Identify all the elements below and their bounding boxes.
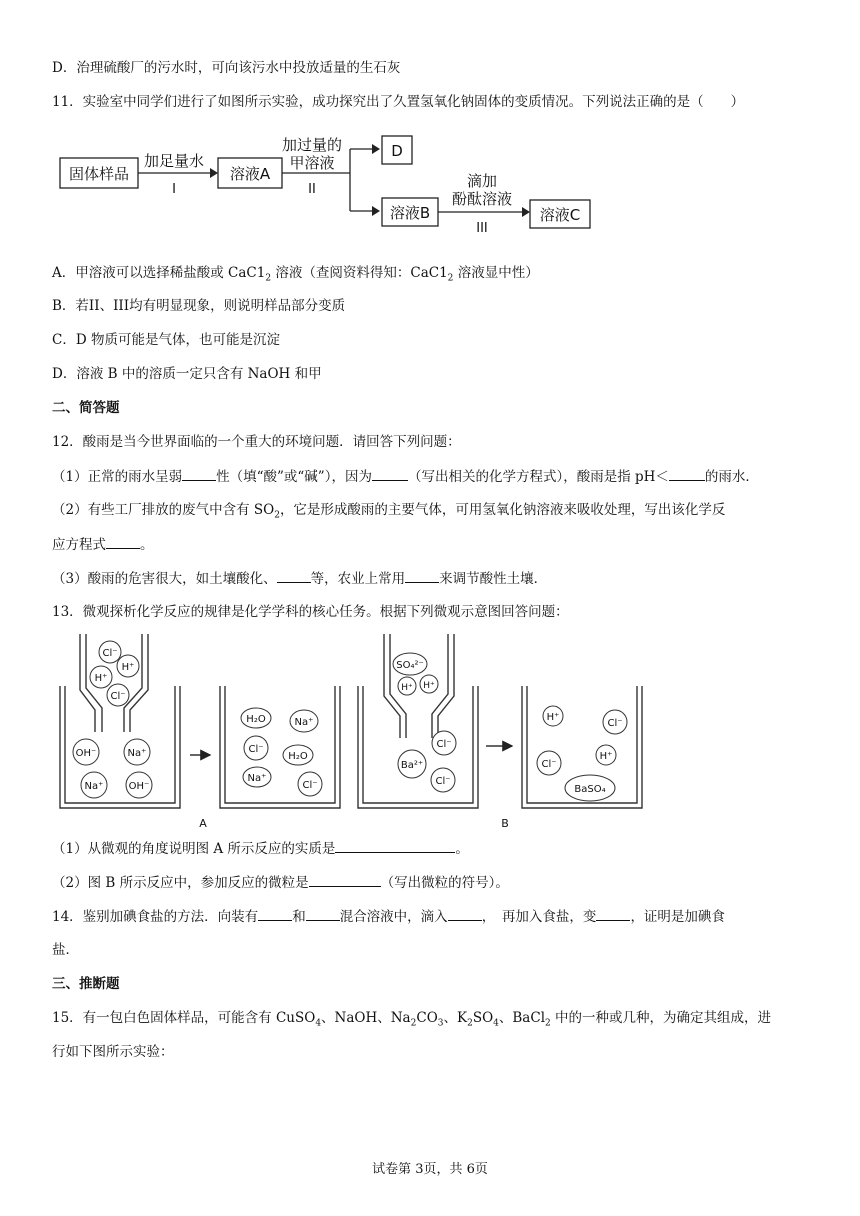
answer-blank[interactable] — [448, 906, 482, 921]
beaker-3 — [358, 686, 478, 808]
ion-label: H⁺ — [94, 673, 108, 684]
q12-stem: 12．酸雨是当今世界面临的一个重大的环境问题．请回答下列问题： — [52, 434, 461, 450]
q15-stem: 15．有一包白色固体样品，可能含有 CuSO$_4$、NaOH、$Na_2CO_3$、$K_2SO_4$、BaCl$_2$ 中的一种或几种，为确定其组成，进 — [52, 1010, 772, 1029]
ion-label: Cl⁻ — [541, 759, 557, 770]
step3-label-line2: 酚酞溶液 — [451, 190, 513, 208]
arrow-d-head — [372, 144, 380, 154]
box-d-label: D — [391, 142, 403, 160]
answer-blank[interactable] — [372, 466, 408, 481]
box-sample-label: 固体样品 — [68, 165, 130, 183]
ion-label: Na⁺ — [247, 773, 267, 784]
answer-blank[interactable] — [335, 838, 455, 853]
ion-label: Ba²⁺ — [400, 760, 424, 771]
ion-label: OH⁻ — [75, 748, 97, 759]
answer-blank[interactable] — [309, 872, 381, 887]
arrow-3-head — [522, 207, 530, 217]
q11-option-b: B．若II、III均有明显现象，则说明样品部分变质 — [52, 298, 346, 314]
arrow-b-head — [372, 206, 380, 216]
answer-blank[interactable] — [258, 906, 292, 921]
answer-blank[interactable] — [405, 568, 439, 583]
box-solution-a-label: 溶液A — [229, 165, 271, 183]
precipitate-label: BaSO₄ — [574, 784, 606, 795]
q14-line1: 14．鉴别加碘食盐的方法．向装有 和 混合溶液中，滴入 ， 再加入食盐，变 ，证明是加碘食 — [52, 906, 725, 927]
dropper-1-right-inner — [121, 634, 142, 732]
step3-label-line1: 滴加 — [466, 172, 498, 190]
q13-part1: （1）从微观的角度说明图 A 所示反应的实质是 。 — [52, 838, 469, 859]
answer-blank[interactable] — [306, 906, 340, 921]
page-footer: 试卷第 3页，共 6页 — [372, 1162, 488, 1177]
q15-stem-cont: 行如下图所示实验： — [52, 1044, 174, 1060]
figure-label-a: A — [199, 817, 207, 830]
ion-label: SO₄²⁻ — [396, 660, 424, 671]
q11-option-a: A．甲溶液可以选择稀盐酸或 $CaC1_2$ 溶液（查阅资料得知：$CaC1_2$ 溶液显中性） — [52, 265, 539, 284]
ion-label: Cl⁻ — [435, 776, 451, 787]
box-solution-c-label: 溶液C — [539, 206, 581, 224]
box-solution-b-label: 溶液B — [389, 204, 431, 222]
q14-line2: 盐． — [52, 942, 79, 958]
step2-label-line1: 加过量的 — [281, 136, 343, 154]
ion-label: H⁺ — [423, 681, 435, 691]
ion-label: Cl⁻ — [302, 780, 318, 791]
q11-stem: 11．实验室中同学们进行了如图所示实验，成功探究出了久置氢氧化钠固体的变质情况。下列说法正确的是（ ） — [52, 94, 745, 110]
ion-label: OH⁻ — [128, 781, 150, 792]
step1-label: 加足量水 — [143, 152, 205, 170]
ion-label: Cl⁻ — [248, 744, 264, 755]
q12-part3: （3）酸雨的危害很大，如土壤酸化、 等，农业上常用 来调节酸性土壤． — [52, 568, 547, 589]
q12-part2-cont: 应方程式 。 — [52, 534, 154, 555]
beaker-2 — [220, 686, 340, 808]
q13-stem: 13．微观探析化学反应的规律是化学学科的核心任务。根据下列微观示意图回答问题： — [52, 604, 569, 620]
answer-blank[interactable] — [277, 568, 311, 583]
section-heading-3: 三、推断题 — [52, 976, 120, 992]
q10-option-d: D．治理硫酸厂的污水时，可向该污水中投放适量的生石灰 — [52, 60, 401, 76]
answer-blank[interactable] — [669, 466, 705, 481]
step1-number: I — [172, 182, 176, 197]
answer-blank[interactable] — [182, 466, 216, 481]
ion-label: Cl⁻ — [436, 739, 452, 750]
ion-label: Na⁺ — [84, 781, 104, 792]
ion-label: H⁺ — [599, 751, 613, 762]
ion-label: Cl⁻ — [607, 718, 623, 729]
molecule-label: H₂O — [246, 714, 266, 725]
section-heading-2: 二、简答题 — [52, 400, 120, 416]
q13-micro-diagram — [50, 628, 770, 833]
step2-number: II — [308, 182, 316, 197]
ion-label: Cl⁻ — [110, 691, 126, 702]
ion-label: Na⁺ — [127, 748, 147, 759]
q11-option-d: D．溶液 B 中的溶质一定只含有 NaOH 和甲 — [52, 366, 322, 382]
dropper-2-right — [438, 634, 454, 738]
q12-part1: （1）正常的雨水呈弱 性（填“酸”或“碱”），因为 （写出相关的化学方程式），酸雨是指 pH＜ 的雨水． — [52, 466, 759, 487]
ion-label: Cl⁻ — [102, 648, 118, 659]
step2-label-line2: 甲溶液 — [289, 154, 335, 172]
ion-label: H⁺ — [401, 683, 413, 693]
q12-part2: （2）有些工厂排放的废气中含有 $SO_2$，它是形成酸雨的主要气体，可用氢氧化钠溶液来吸收处理，写出该化学反 — [52, 502, 726, 521]
ion-label: H⁺ — [546, 712, 560, 723]
ion-label: Na⁺ — [294, 717, 314, 728]
step3-number: III — [476, 221, 488, 236]
q11-flow-diagram — [50, 128, 770, 248]
q11-option-c: C．D 物质可能是气体，也可能是沉淀 — [52, 332, 280, 348]
ion-label: H⁺ — [121, 662, 135, 673]
q13-part2: （2）图 B 所示反应中，参加反应的微粒是 （写出微粒的符号）。 — [52, 872, 509, 893]
answer-blank[interactable] — [596, 906, 630, 921]
beaker-3-inner — [363, 686, 473, 803]
figure-label-b: B — [501, 817, 509, 830]
answer-blank[interactable] — [106, 534, 140, 549]
arrow-1-head — [210, 168, 218, 178]
dropper-1-right — [130, 634, 148, 732]
molecule-label: H₂O — [288, 751, 308, 762]
